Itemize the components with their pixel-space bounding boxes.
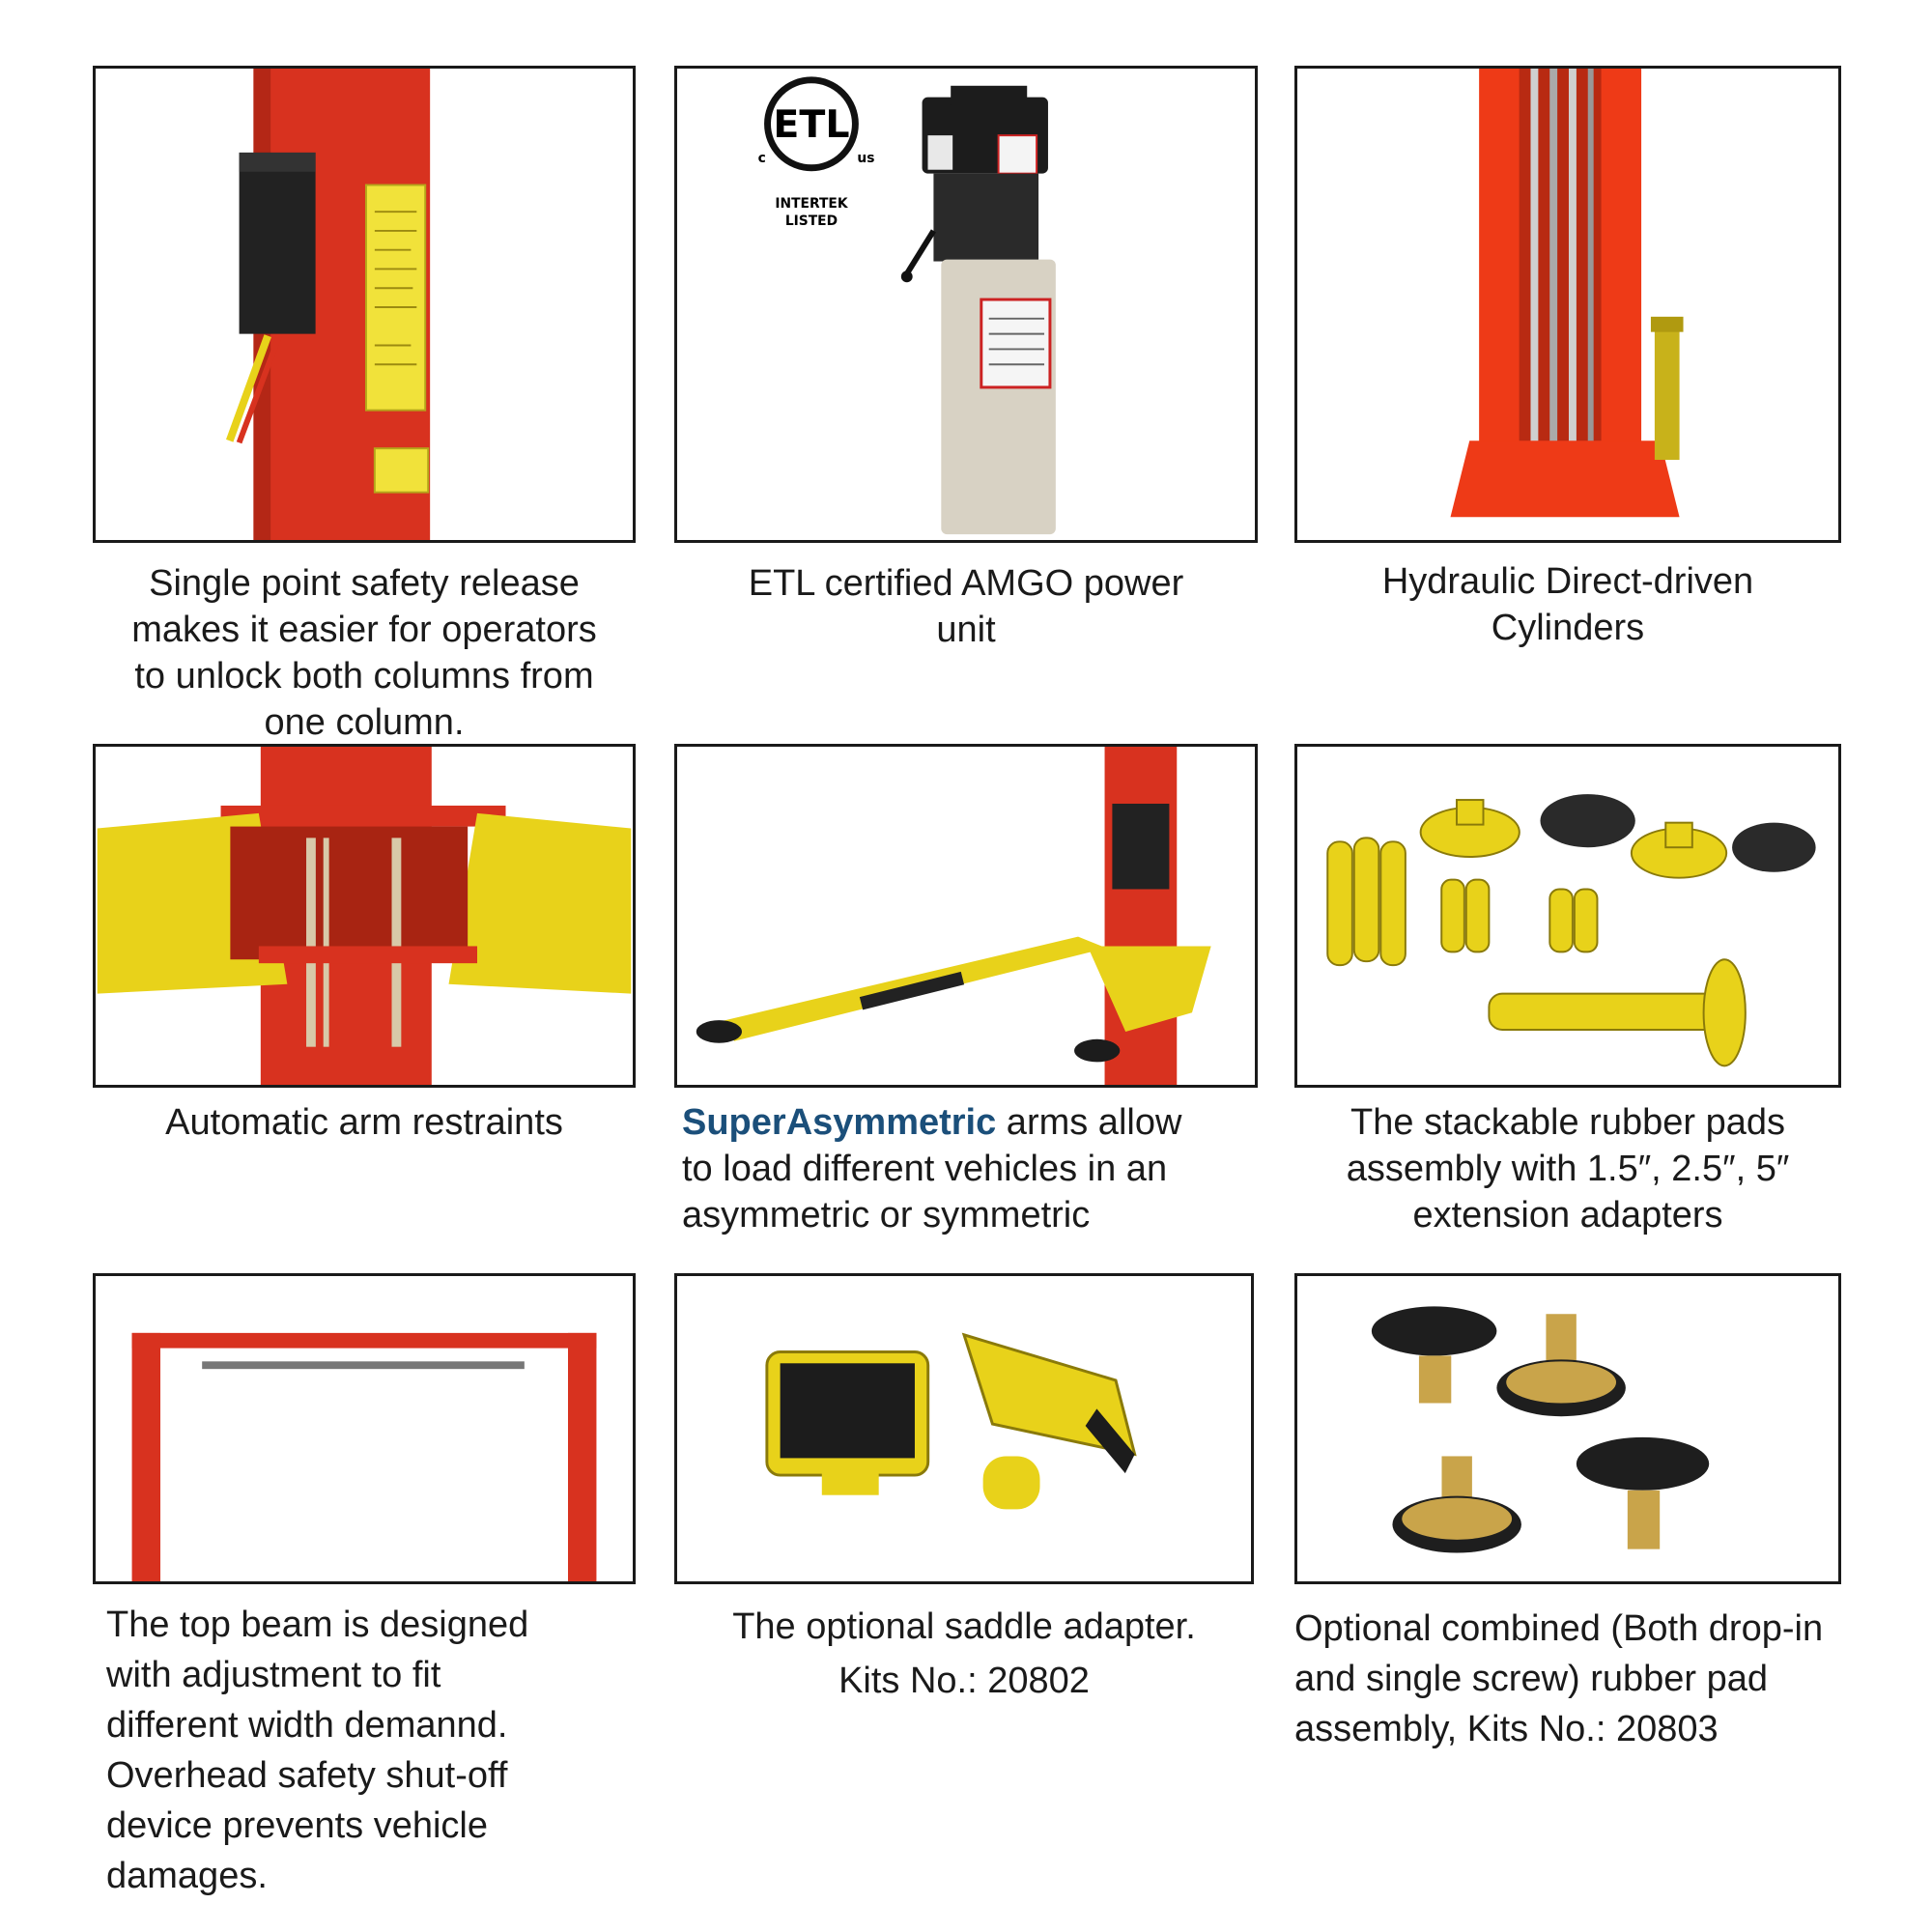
stackable-pads-caption: The stackable rubber pads assembly with 1.5″, 2.5″, 5″ extension adapters [1346, 1102, 1790, 1236]
power-unit-image [674, 66, 1258, 543]
lift-column-illustration [96, 69, 633, 540]
arm-restraints-image [93, 744, 636, 1088]
superasymmetric-arms-image [674, 744, 1258, 1088]
superasymmetric-caption [682, 1099, 1262, 1238]
column-cylinder-illustration [1297, 69, 1838, 540]
lift-arm-illustration [677, 747, 1255, 1085]
arm-restraint-illustration [96, 747, 633, 1085]
combined-pads-caption: Optional combined (Both drop-in and single screw) rubber pad assembly, Kits No.: 20803 [1294, 1608, 1824, 1749]
top-beam-illustration [96, 1276, 633, 1581]
top-beam-caption: The top beam is designed with adjustment to fit different width demannd. Overhead safety shut-off device prevents vehicle damages. [106, 1605, 529, 1896]
hydraulic-cylinders-image [1294, 66, 1841, 543]
saddle-adapter-image [674, 1273, 1254, 1584]
power-unit-illustration [901, 86, 1056, 534]
power-unit-caption: ETL certified AMGO power unit [748, 563, 1184, 650]
saddle-adapter-illustration [677, 1276, 1251, 1581]
svg-text:c: c [757, 150, 766, 166]
stackable-pads-image [1294, 744, 1841, 1088]
safety-release-image [93, 66, 636, 543]
safety-release-caption: Single point safety release makes it easier for operators to unlock both columns from one column. [131, 563, 597, 743]
stackable-pads-illustration [1297, 747, 1838, 1085]
combined-pads-image [1294, 1273, 1841, 1584]
svg-text:INTERTEK: INTERTEK [775, 196, 848, 213]
svg-text:LISTED: LISTED [784, 213, 838, 230]
hydraulic-cylinders-caption: Hydraulic Direct-driven Cylinders [1381, 561, 1754, 648]
saddle-adapter-caption: The optional saddle adapter. Kits No.: 20802 [732, 1606, 1196, 1701]
top-beam-image [93, 1273, 636, 1584]
svg-text:us: us [857, 150, 875, 166]
superasymmetric-brand: SuperAsymmetric [682, 1102, 997, 1143]
combined-pads-illustration [1297, 1276, 1838, 1581]
arm-restraints-caption: Automatic arm restraints [165, 1102, 563, 1143]
etl-logo [758, 80, 875, 229]
superasymmetric-caption-text: arms allow to load different vehicles in an asymmetric or symmetric [682, 1102, 1182, 1236]
svg-text:ETL: ETL [773, 102, 850, 148]
